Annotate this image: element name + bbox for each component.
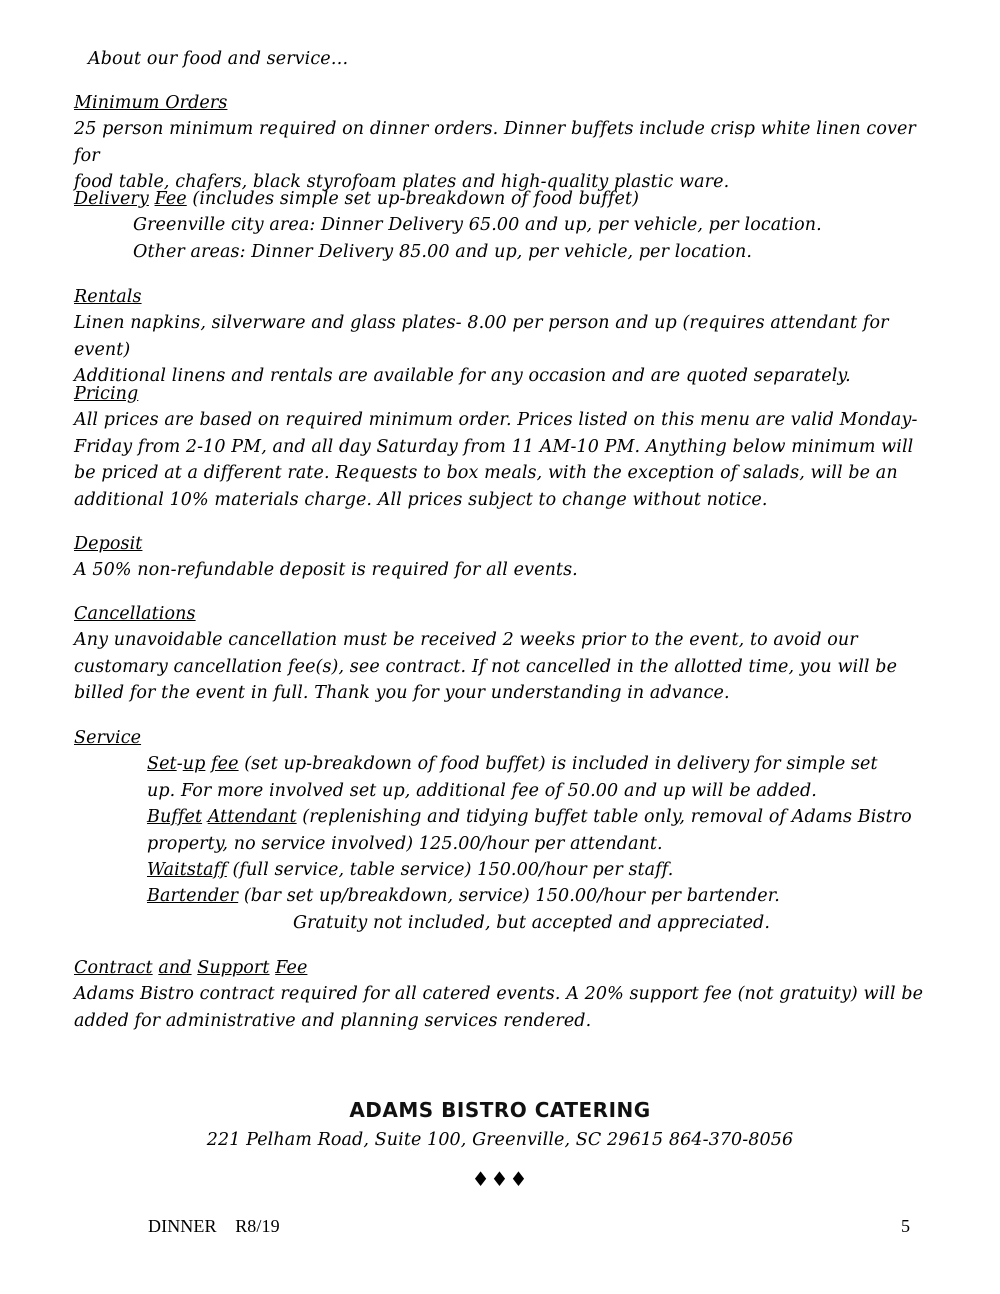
section-rentals <box>74 284 934 390</box>
section-heading-pricing: Pricing <box>74 384 139 404</box>
waitstaff-label: Waitstaff <box>147 860 227 881</box>
contract-line-2: added for administrative and planning services rendered. <box>74 1010 592 1031</box>
delivery-heading-note: (includes simple set up-breakdown of food buffet) <box>186 189 640 209</box>
page-number: 5 <box>901 1216 911 1236</box>
waitstaff-description: (full service, table service) 150.00/hour per staff. <box>226 860 674 881</box>
pricing-line-1: All prices are based on required minimum order. Prices listed on this menu are valid Monday- <box>74 410 918 431</box>
menu-revision-code: DINNER R8/19 <box>148 1216 280 1236</box>
pricing-line-4: additional 10% materials charge. All prices subject to change without notice. <box>74 489 768 510</box>
pricing-line-2: Friday from 2-10 PM, and all day Saturday from 11 AM-10 PM. Anything below minimum will <box>74 436 914 457</box>
section-heading-rentals: Rentals <box>74 287 142 307</box>
section-heading-delivery-fee <box>74 186 934 212</box>
delivery-line-other-areas: Other areas: Dinner Delivery 85.00 and up, per vehicle, per location. <box>133 241 753 262</box>
setup-label-up: up <box>182 754 206 775</box>
service-buffet-line-1 <box>74 804 934 830</box>
bartender-label: Bartender <box>147 886 239 907</box>
section-heading-cancellations: Cancellations <box>74 604 196 624</box>
section-delivery-fee <box>74 186 934 265</box>
service-waitstaff-line <box>74 857 934 883</box>
cancellations-line-3: billed for the event in full. Thank you for your understanding in advance. <box>74 683 730 704</box>
delivery-heading-word: Delivery <box>74 189 149 209</box>
company-address: 221 Pelham Road, Suite 100, Greenville, SC 29615 864-370-8056 <box>206 1130 794 1150</box>
service-gratuity-note: Gratuity not included, but accepted and appreciated. <box>293 912 771 933</box>
buffet-label: Buffet <box>147 807 203 828</box>
cancellations-line-1: Any unavoidable cancellation must be received 2 weeks prior to the event, to avoid our <box>74 630 858 651</box>
support-heading-word: Support <box>197 958 270 978</box>
setup-description: (set up-breakdown of food buffet) is included in delivery for simple set <box>238 754 878 775</box>
section-heading-service: Service <box>74 728 142 748</box>
section-deposit <box>74 531 934 584</box>
rentals-line-1: Linen napkins, silverware and glass plates- 8.00 per person and up (requires attendant for event) <box>74 313 889 360</box>
service-setup-line-1 <box>74 751 934 777</box>
fee-heading-word-2: Fee <box>275 958 308 978</box>
section-cancellations <box>74 601 934 707</box>
pricing-line-3: be priced at a different rate. Requests to box meals, with the exception of salads, will be an <box>74 463 898 484</box>
section-heading-contract-support-fee <box>74 955 934 981</box>
section-heading-minimum-orders: Minimum Orders <box>74 93 228 113</box>
company-name-logo: ADAMS BISTRO CATERING <box>349 1098 651 1122</box>
bartender-description: (bar set up/breakdown, service) 150.00/hour per bartender. <box>238 886 780 907</box>
rentals-line-2: Additional linens and rentals are available for any occasion and are quoted separately. <box>74 366 851 387</box>
contract-line-1: Adams Bistro contract required for all catered events. A 20% support fee (not gratuity) will be <box>74 984 924 1005</box>
intro-text: About our food and service… <box>88 49 349 69</box>
fee-heading-word: Fee <box>154 189 187 209</box>
setup-label-set: Set <box>147 754 177 775</box>
buffet-description: (replenishing and tidying buffet table only, removal of Adams Bistro <box>296 807 912 828</box>
delivery-line-greenville: Greenville city area: Dinner Delivery 65.00 and up, per vehicle, per location. <box>133 215 822 236</box>
section-contract-support-fee <box>74 955 934 1034</box>
deposit-line-1: A 50% non-refundable deposit is required for all events. <box>74 560 578 581</box>
diamond-ornament-icon: ♦♦♦ <box>471 1167 529 1191</box>
and-heading-word: and <box>158 958 192 978</box>
section-pricing <box>74 381 934 513</box>
attendant-label: Attendant <box>207 807 297 828</box>
service-bartender-line <box>74 883 934 909</box>
minimum-orders-line-1: 25 person minimum required on dinner orders. Dinner buffets include crisp white linen cover for <box>74 119 916 166</box>
section-service <box>74 725 934 936</box>
service-setup-line-2: up. For more involved set up, additional fee of 50.00 and up will be added. <box>147 780 817 801</box>
cancellations-line-2: customary cancellation fee(s), see contract. If not cancelled in the allotted time, you will be <box>74 656 898 677</box>
service-buffet-line-2: property, no service involved) 125.00/hour per attendant. <box>147 833 663 854</box>
section-minimum-orders <box>74 90 934 196</box>
setup-label-fee: fee <box>211 754 239 775</box>
setup-label-dash: - <box>176 754 183 775</box>
section-heading-deposit: Deposit <box>74 534 143 554</box>
contract-heading-word: Contract <box>74 958 153 978</box>
minimum-orders-line-2: food table, chafers, black styrofoam plates and high-quality plastic ware. <box>74 172 730 193</box>
